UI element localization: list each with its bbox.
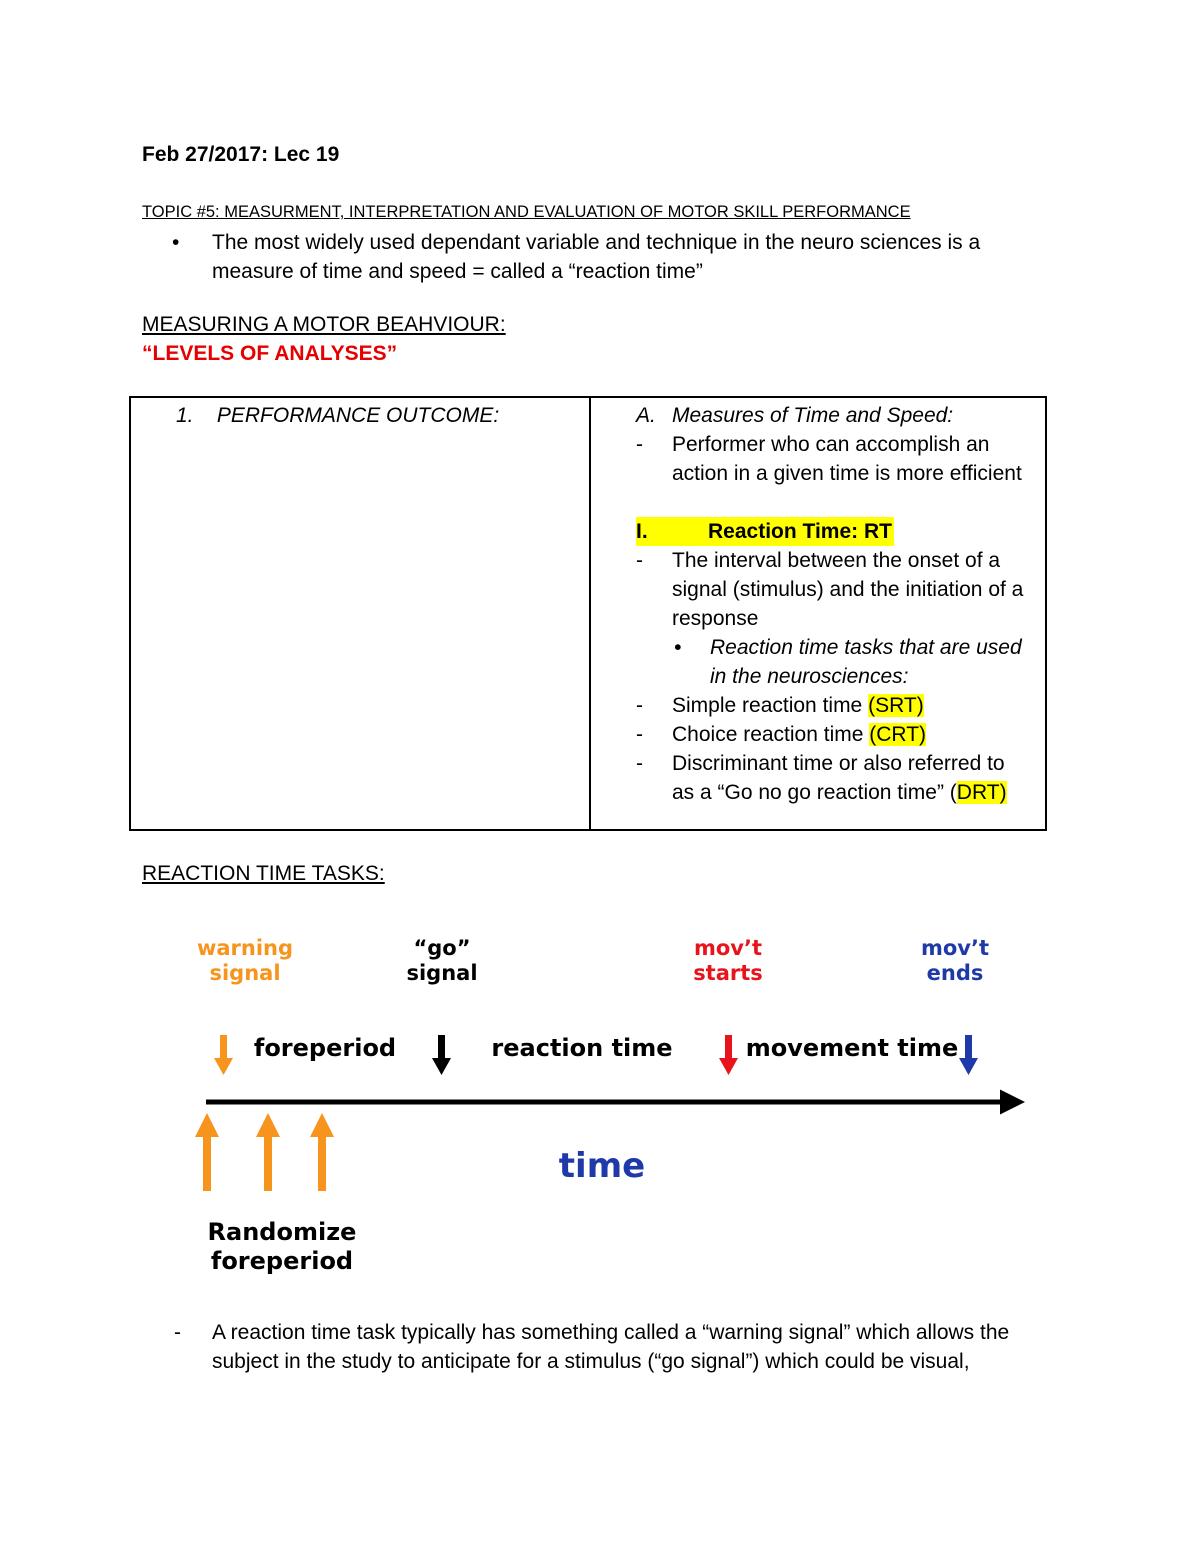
performance-outcome-text: PERFORMANCE OUTCOME:: [216, 404, 500, 427]
randomize-up-arrow-icon: [256, 1113, 280, 1191]
closing-text-line-2: subject in the study to anticipate for a stimulus (“go signal”) which could be visual,: [212, 1350, 970, 1373]
interval-line-3: response: [672, 607, 759, 630]
bullet-icon: •: [674, 636, 682, 659]
measures-label: Measures of Time and Speed:: [672, 404, 954, 427]
dash-icon: -: [174, 1321, 181, 1344]
tasks-line-2: in the neurosciences:: [710, 665, 909, 688]
movt-starts-label-line-2: starts: [693, 961, 763, 985]
closing-text-line-1: A reaction time task typically has something called a “warning signal” which allows the: [212, 1321, 1010, 1344]
rt-numeral: I.: [636, 520, 648, 543]
list-number: 1.: [176, 404, 194, 427]
interval-line-1: The interval between the onset of a: [672, 549, 1001, 572]
drt-text: as a “Go no go reaction time” (: [672, 781, 957, 804]
randomize-up-arrow-icon: [310, 1113, 334, 1191]
warning-signal-label-line-2: signal: [209, 961, 281, 985]
warning-signal-label-line-1: warning: [196, 936, 294, 960]
intro-text-line-1: The most widely used dependant variable and technique in the neuro sciences is a: [212, 231, 981, 254]
drt-line-1: Discriminant time or also referred to: [672, 752, 1005, 775]
measuring-section-title: MEASURING A MOTOR BEAHVIOUR:: [142, 313, 506, 336]
performer-line-2: action in a given time is more efficient: [672, 462, 1022, 485]
list-item: [636, 691, 1046, 720]
levels-table: [129, 396, 1047, 831]
tasks-line-1: Reaction time tasks that are used: [710, 636, 1022, 659]
randomize-up-arrow-icon: [195, 1113, 219, 1191]
dash-icon: -: [636, 752, 643, 775]
drt-abbr: DRT): [956, 781, 1007, 804]
crt-text: Choice reaction time: [672, 723, 870, 746]
measures-heading: [636, 401, 1046, 430]
movt-ends-label-line-1: mov’t: [920, 936, 990, 960]
reaction-time-tasks-title: REACTION TIME TASKS:: [142, 862, 385, 885]
list-item: [636, 430, 1046, 488]
table-cell-measures: [591, 398, 1045, 829]
list-letter: A.: [636, 404, 656, 427]
intro-bullet: [142, 228, 1042, 286]
time-axis-label: time: [558, 1146, 646, 1186]
table-cell-performance-outcome: [131, 398, 591, 829]
rt-label: Reaction Time: RT: [708, 520, 892, 543]
movt-starts-label-line-1: mov’t: [693, 936, 763, 960]
performance-outcome-label: [176, 401, 499, 430]
go-signal-label-line-2: signal: [406, 961, 478, 985]
go-down-arrow-icon: [432, 1035, 451, 1075]
levels-of-analyses-title: “LEVELS OF ANALYSES”: [142, 342, 398, 365]
performer-line-1: Performer who can accomplish an: [672, 433, 990, 456]
list-item: [636, 749, 1046, 807]
movt-ends-down-arrow-icon: [959, 1035, 978, 1075]
foreperiod-label: foreperiod: [253, 1034, 397, 1062]
topic-title: TOPIC #5: MEASURMENT, INTERPRETATION AND EVALUATION OF MOTOR SKILL PERFORMANCE: [142, 203, 911, 221]
dash-icon: -: [636, 723, 643, 746]
reaction-time-diagram: [180, 925, 1050, 1285]
dash-icon: -: [636, 694, 643, 717]
reaction-time-label: reaction time: [491, 1034, 673, 1062]
crt-abbr: (CRT): [869, 723, 927, 746]
rt-heading: [636, 517, 1046, 546]
closing-list-item: [142, 1318, 1052, 1376]
dash-icon: -: [636, 433, 643, 456]
warning-down-arrow-icon: [214, 1035, 233, 1075]
movt-starts-down-arrow-icon: [719, 1035, 738, 1075]
interval-line-2: signal (stimulus) and the initiation of a: [672, 578, 1024, 601]
movt-ends-label-line-2: ends: [926, 961, 984, 985]
lecture-date-heading: Feb 27/2017: Lec 19: [142, 143, 340, 166]
dash-icon: -: [636, 549, 643, 572]
srt-abbr: (SRT): [868, 694, 924, 717]
list-item: [636, 546, 1046, 691]
srt-text: Simple reaction time: [672, 694, 869, 717]
randomize-label-line-1: Randomize: [207, 1218, 357, 1246]
list-item: [636, 720, 1046, 749]
bullet-icon: •: [172, 231, 180, 254]
intro-text-line-2: measure of time and speed = called a “reaction time”: [212, 260, 703, 283]
movement-time-label: movement time: [745, 1034, 959, 1062]
randomize-label-line-2: foreperiod: [210, 1247, 354, 1275]
go-signal-label-line-1: “go”: [413, 936, 471, 960]
